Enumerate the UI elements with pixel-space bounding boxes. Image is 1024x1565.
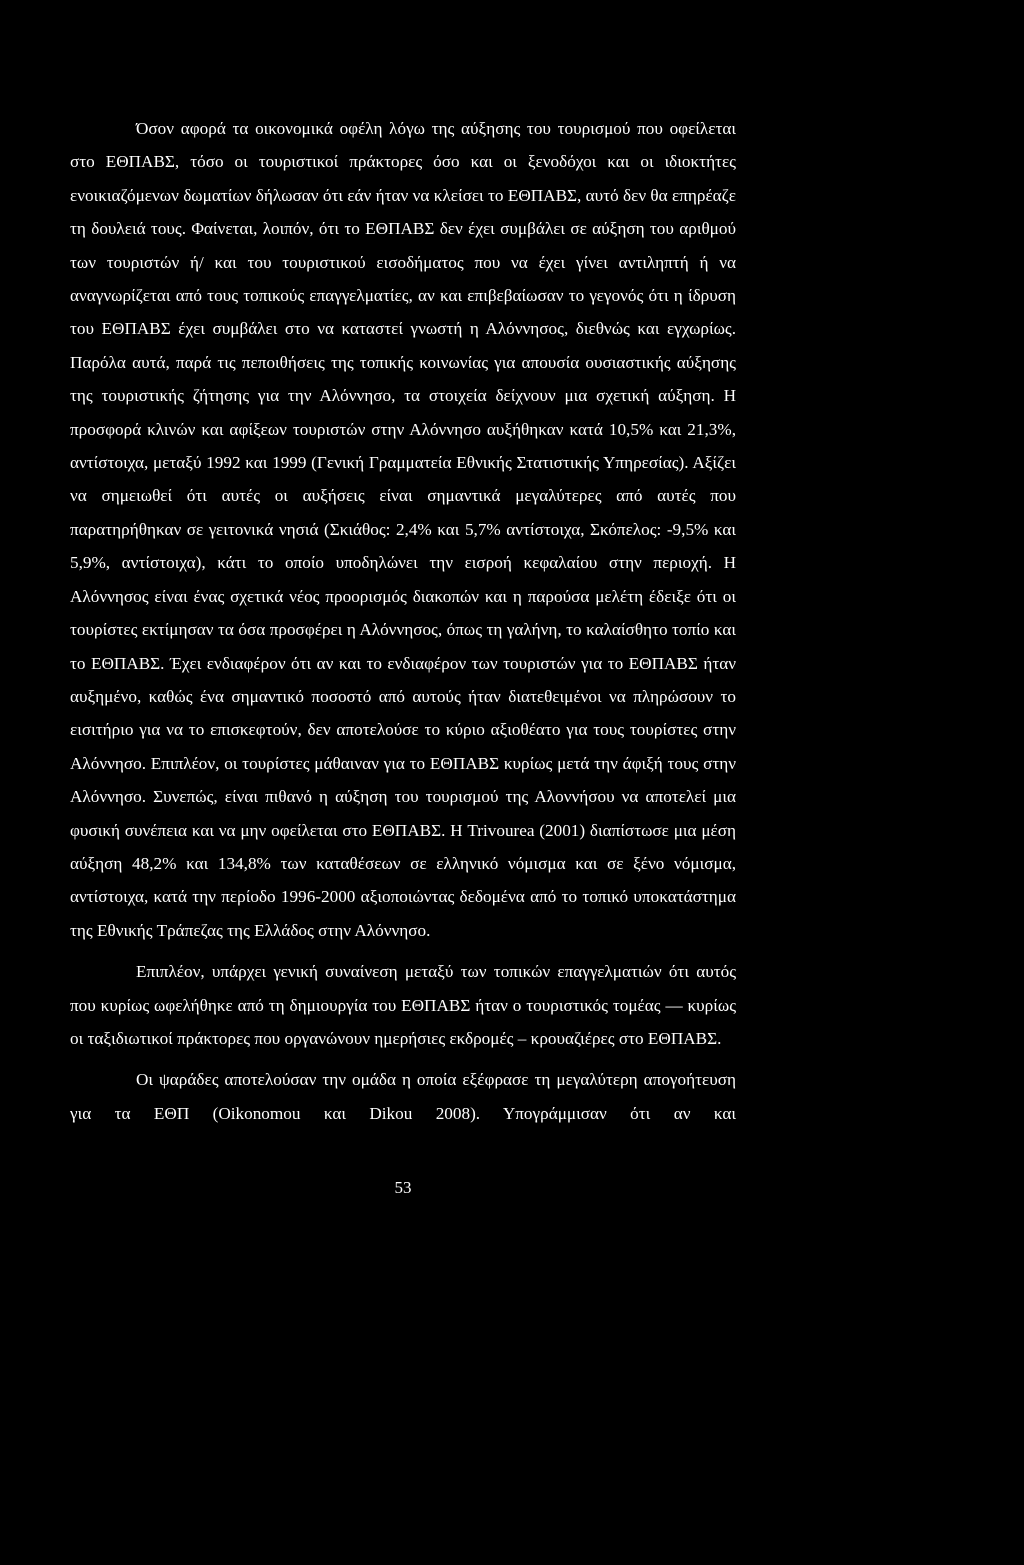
paragraph-economic-benefits: Όσον αφορά τα οικονομικά οφέλη λόγω της αύξησης του τουρισμού που οφείλεται στο ΕΘΠΑΒΣ, τόσο οι τουριστικοί πράκτορες όσο και οι ξενοδόχοι και οι ιδιοκτήτες ενοικιαζόμενων δωματίων δήλωσαν ότι εάν ήταν να κλείσει το ΕΘΠΑΒΣ, αυτό δεν θα επηρέαζε τη δουλειά τους. Φαίνεται, λοιπόν, ότι το ΕΘΠΑΒΣ δεν έχει συμβάλει σε αύξηση του αριθμού των τουριστών ή/ και του τουριστικού εισοδήματος που να έχει γίνει αντιληπτή ή να αναγνωρίζεται από τους τοπικούς επαγγελματίες, αν και επιβεβαίωσαν το γεγονός ότι η ίδρυση του ΕΘΠΑΒΣ έχει συμβάλει στο να καταστεί γνωστή η Αλόννησος, διεθνώς και εγχωρίως. Παρόλα αυτά, παρά τις πεποιθήσεις της τοπικής κοινωνίας για απουσία ουσιαστικής αύξησης της τουριστικής ζήτησης για την Αλόννησο, τα στοιχεία δείχνουν μια σχετική αύξηση. Η προσφορά κλινών και αφίξεων τουριστών στην Αλόννησο αυξήθηκαν κατά 10,5% και 21,3%, αντίστοιχα, μεταξύ 1992 και 1999 (Γενική Γραμματεία Εθνικής Στατιστικής Υπηρεσίας). Αξίζει να σημειωθεί ότι αυτές οι αυξήσεις είναι σημαντικά μεγαλύτερες από αυτές που παρατηρήθηκαν σε γειτονικά νησιά (Σκιάθος: 2,4% και 5,7% αντίστοιχα, Σκόπελος: -9,5% και 5,9%, αντίστοιχα), κάτι το οποίο υποδηλώνει την εισροή κεφαλαίου στην περιοχή. Η Αλόννησος είναι ένας σχετικά νέος προορισμός διακοπών και η παρούσα μελέτη έδειξε ότι οι τουρίστες εκτίμησαν τα όσα προσφέρει η Αλόννησος, όπως τη γαλήνη, το καλαίσθητο τοπίο και το ΕΘΠΑΒΣ. Έχει ενδιαφέρον ότι αν και το ενδιαφέρον των τουριστών για το ΕΘΠΑΒΣ ήταν αυξημένο, καθώς ένα σημαντικό ποσοστό από αυτούς ήταν διατεθειμένοι να πληρώσουν το εισιτήριο για να το επισκεφτούν, δεν αποτελούσε το κύριο αξιοθέατο για τους τουρίστες στην Αλόννησο. Επιπλέον, οι τουρίστες μάθαιναν για το ΕΘΠΑΒΣ κυρίως μετά την άφιξή τους στην Αλόννησο. Συνεπώς, είναι πιθανό η αύξηση του τουρισμού της Αλοννήσου να αποτελεί μια φυσική συνέπεια και να μην οφείλεται στο ΕΘΠΑΒΣ. Η Trivourea (2001) διαπίστωσε μια μέση αύξηση 48,2% και 134,8% των καταθέσεων σε ελληνικό νόμισμα και σε ξένο νόμισμα, αντίστοιχα, κατά την περίοδο 1996-2000 αξιοποιώντας δεδομένα από το τοπικό υποκατάστημα της Εθνικής Τράπεζας της Ελλάδος στην Αλόννησο. xyxy=(70,119,737,940)
paragraph-professionals-consensus: Επιπλέον, υπάρχει γενική συναίνεση μεταξύ των τοπικών επαγγελματιών ότι αυτός που κυρίως ωφελήθηκε από τη δημιουργία του ΕΘΠΑΒΣ ήταν ο τουριστικός τομέας — κυρίως οι ταξιδιωτικοί πράκτορες που οργανώνουν ημερήσιες εκδρομές – κρουαζιέρες στο ΕΘΠΑΒΣ. xyxy=(70,962,737,1048)
page-number: 53 xyxy=(394,1178,412,1197)
paragraph-fishermen: Οι ψαράδες αποτελούσαν την ομάδα η οποία εξέφρασε τη μεγαλύτερη απογοήτευση για τα ΕΘΠ (Oikonomou και Dikou 2008). Υπογράμμισαν ότι αν και xyxy=(70,1070,736,1123)
body-text xyxy=(70,112,736,1130)
